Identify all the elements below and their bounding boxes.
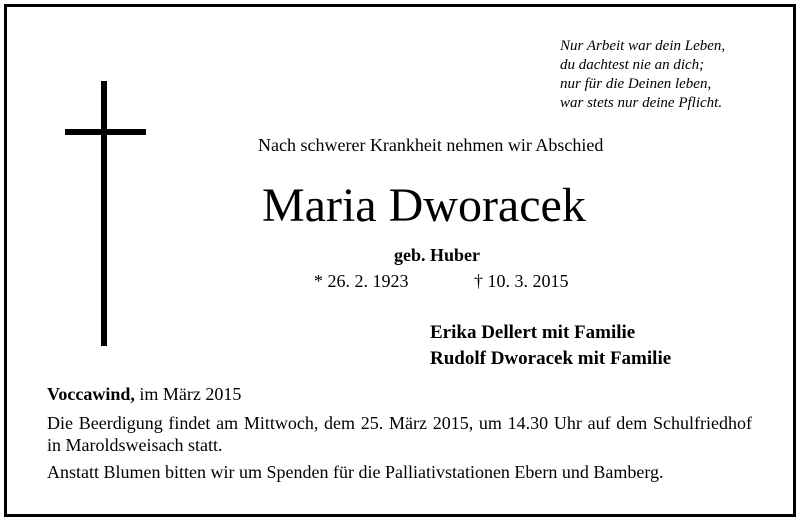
place-date-line: [47, 384, 241, 405]
maiden-name: geb. Huber: [394, 245, 481, 265]
birth-date: * 26. 2. 1923: [314, 271, 409, 291]
mourner-line: Rudolf Dworacek mit Familie: [430, 348, 672, 369]
mourner-line: Erika Dellert mit Familie: [430, 322, 636, 343]
date: im März 2015: [139, 384, 242, 404]
intro-text: Nach schwerer Krankheit nehmen wir Abschied: [258, 135, 604, 155]
poem: [560, 37, 780, 113]
death-date: † 10. 3. 2015: [474, 271, 569, 291]
mourners: [430, 320, 671, 372]
poem-line: Nur Arbeit war dein Leben,: [560, 38, 726, 54]
funeral-info: Die Beerdigung findet am Mittwoch, dem 25. März 2015, um 14.30 Uhr auf dem Schulfriedhof in Maroldsweisach statt.: [47, 413, 752, 455]
poem-line: war stets nur deine Pflicht.: [560, 95, 723, 111]
poem-line: du dachtest nie an dich;: [560, 57, 705, 73]
place: Voccawind,: [47, 384, 135, 404]
donation-info: Anstatt Blumen bitten wir um Spenden für die Palliativstationen Ebern und Bamberg.: [47, 462, 664, 482]
poem-line: nur für die Deinen leben,: [560, 76, 712, 92]
cross-vertical-bar: [101, 81, 107, 346]
deceased-name: Maria Dworacek: [262, 179, 586, 232]
cross-horizontal-bar: [65, 129, 146, 135]
